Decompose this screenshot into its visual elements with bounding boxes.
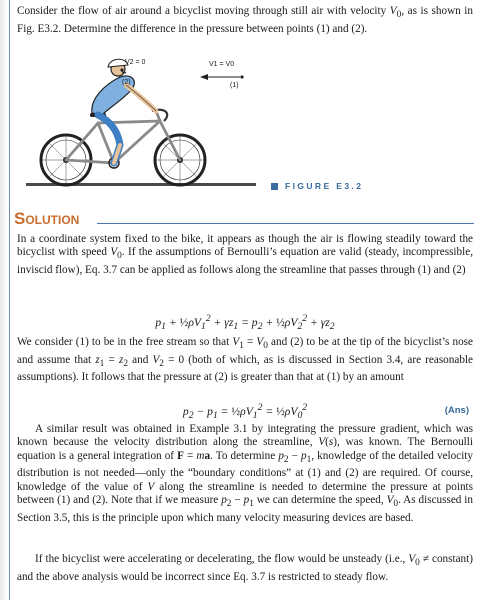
freestream-arrow [200, 74, 244, 80]
bicyclist-illustration [14, 55, 474, 205]
margin-rule [9, 0, 10, 600]
bike-frame [66, 111, 180, 163]
label-point-1: (1) [230, 82, 239, 89]
solution-heading [14, 209, 474, 229]
caption-square-icon [271, 183, 278, 190]
page-edge [0, 0, 6, 600]
rider [92, 59, 156, 163]
solution-heading-text: SOLUTION [14, 209, 80, 228]
label-point-2: (2) [122, 79, 131, 86]
solution-rule [97, 223, 474, 224]
caption-label: FIGURE E3.2 [285, 181, 364, 191]
answer-tag: (Ans) [444, 405, 469, 416]
paragraph-1: In a coordinate system fixed to the bike, it appears as though the air is flowing steadily toward the bicyclist with speed $V_0$. If the assumptions of Bernoulli’s equation are valid (steady, incompressible, inviscid flow), Eq. 3.7 can be applied as follows along the streamline that passes through (1) and (2) [17, 233, 473, 277]
label-v1: V1 = V0 [209, 61, 235, 68]
bicyclist-figure [14, 55, 474, 205]
figure-caption [271, 181, 363, 191]
point-2-marker [120, 68, 123, 71]
equation-bernoulli: $p_1$ + $\frac{1}{2}\rho V_1^2 + \gamma z_1 = p_2$ + $\frac{1}{2}\rho V_2^2 + \gamma z_2$ [155, 313, 335, 333]
paragraph-4: If the bicyclist were accelerating or decelerating, the flow would be unsteady (i.e., $V_0$ ≠ constant) and the above analysis would be incorrect since Eq. 3.7 is restricted to steady flow. [17, 553, 473, 583]
equation-pressure-difference: $p_2 - p_1$ = $\frac{1}{2}\rho V_1^2$ = $\frac{1}{2}\rho V_0^2$ [182, 402, 308, 422]
paragraph-2: We consider (1) to be in the free stream so that $V_1 = V_0$ and (2) to be at the tip of the bicyclist’s nose and assume that $z_1 = z_2$ and $V_2 = 0$ (both of which, as is discussed in Section 3.4, are reasonable assumptions). It follows that the pressure at (2) is greater than that at (1) by an amount [17, 336, 474, 384]
problem-statement: Consider the flow of air around a bicyclist moving through still air with velocity $V_0$, as is shown in Fig. E3.2. Determine the difference in the pressure between points (1) and (2). [17, 5, 473, 36]
label-v2: V2 = 0 [125, 59, 146, 66]
paragraph-3: A similar result was obtained in Example 3.1 by integrating the pressure gradient, which was known because the velocity distribution along the streamline, V(s), was known. The Bernoulli equation is a general integration of F = ma. To determine $p_2 - p_1$, knowledge of the detailed velocity distribution is not needed—only the “boundary conditions” at (1) and (2) are required. Of course, knowledge of the value of V along the streamline is needed to determine the pressure at points between (1) and (2). Note that if we measure $p_2 - p_1$ we can determine the speed, $V_0$. As discussed in Section 3.5, this is the principle upon which many velocity measuring devices are based. [17, 423, 474, 524]
